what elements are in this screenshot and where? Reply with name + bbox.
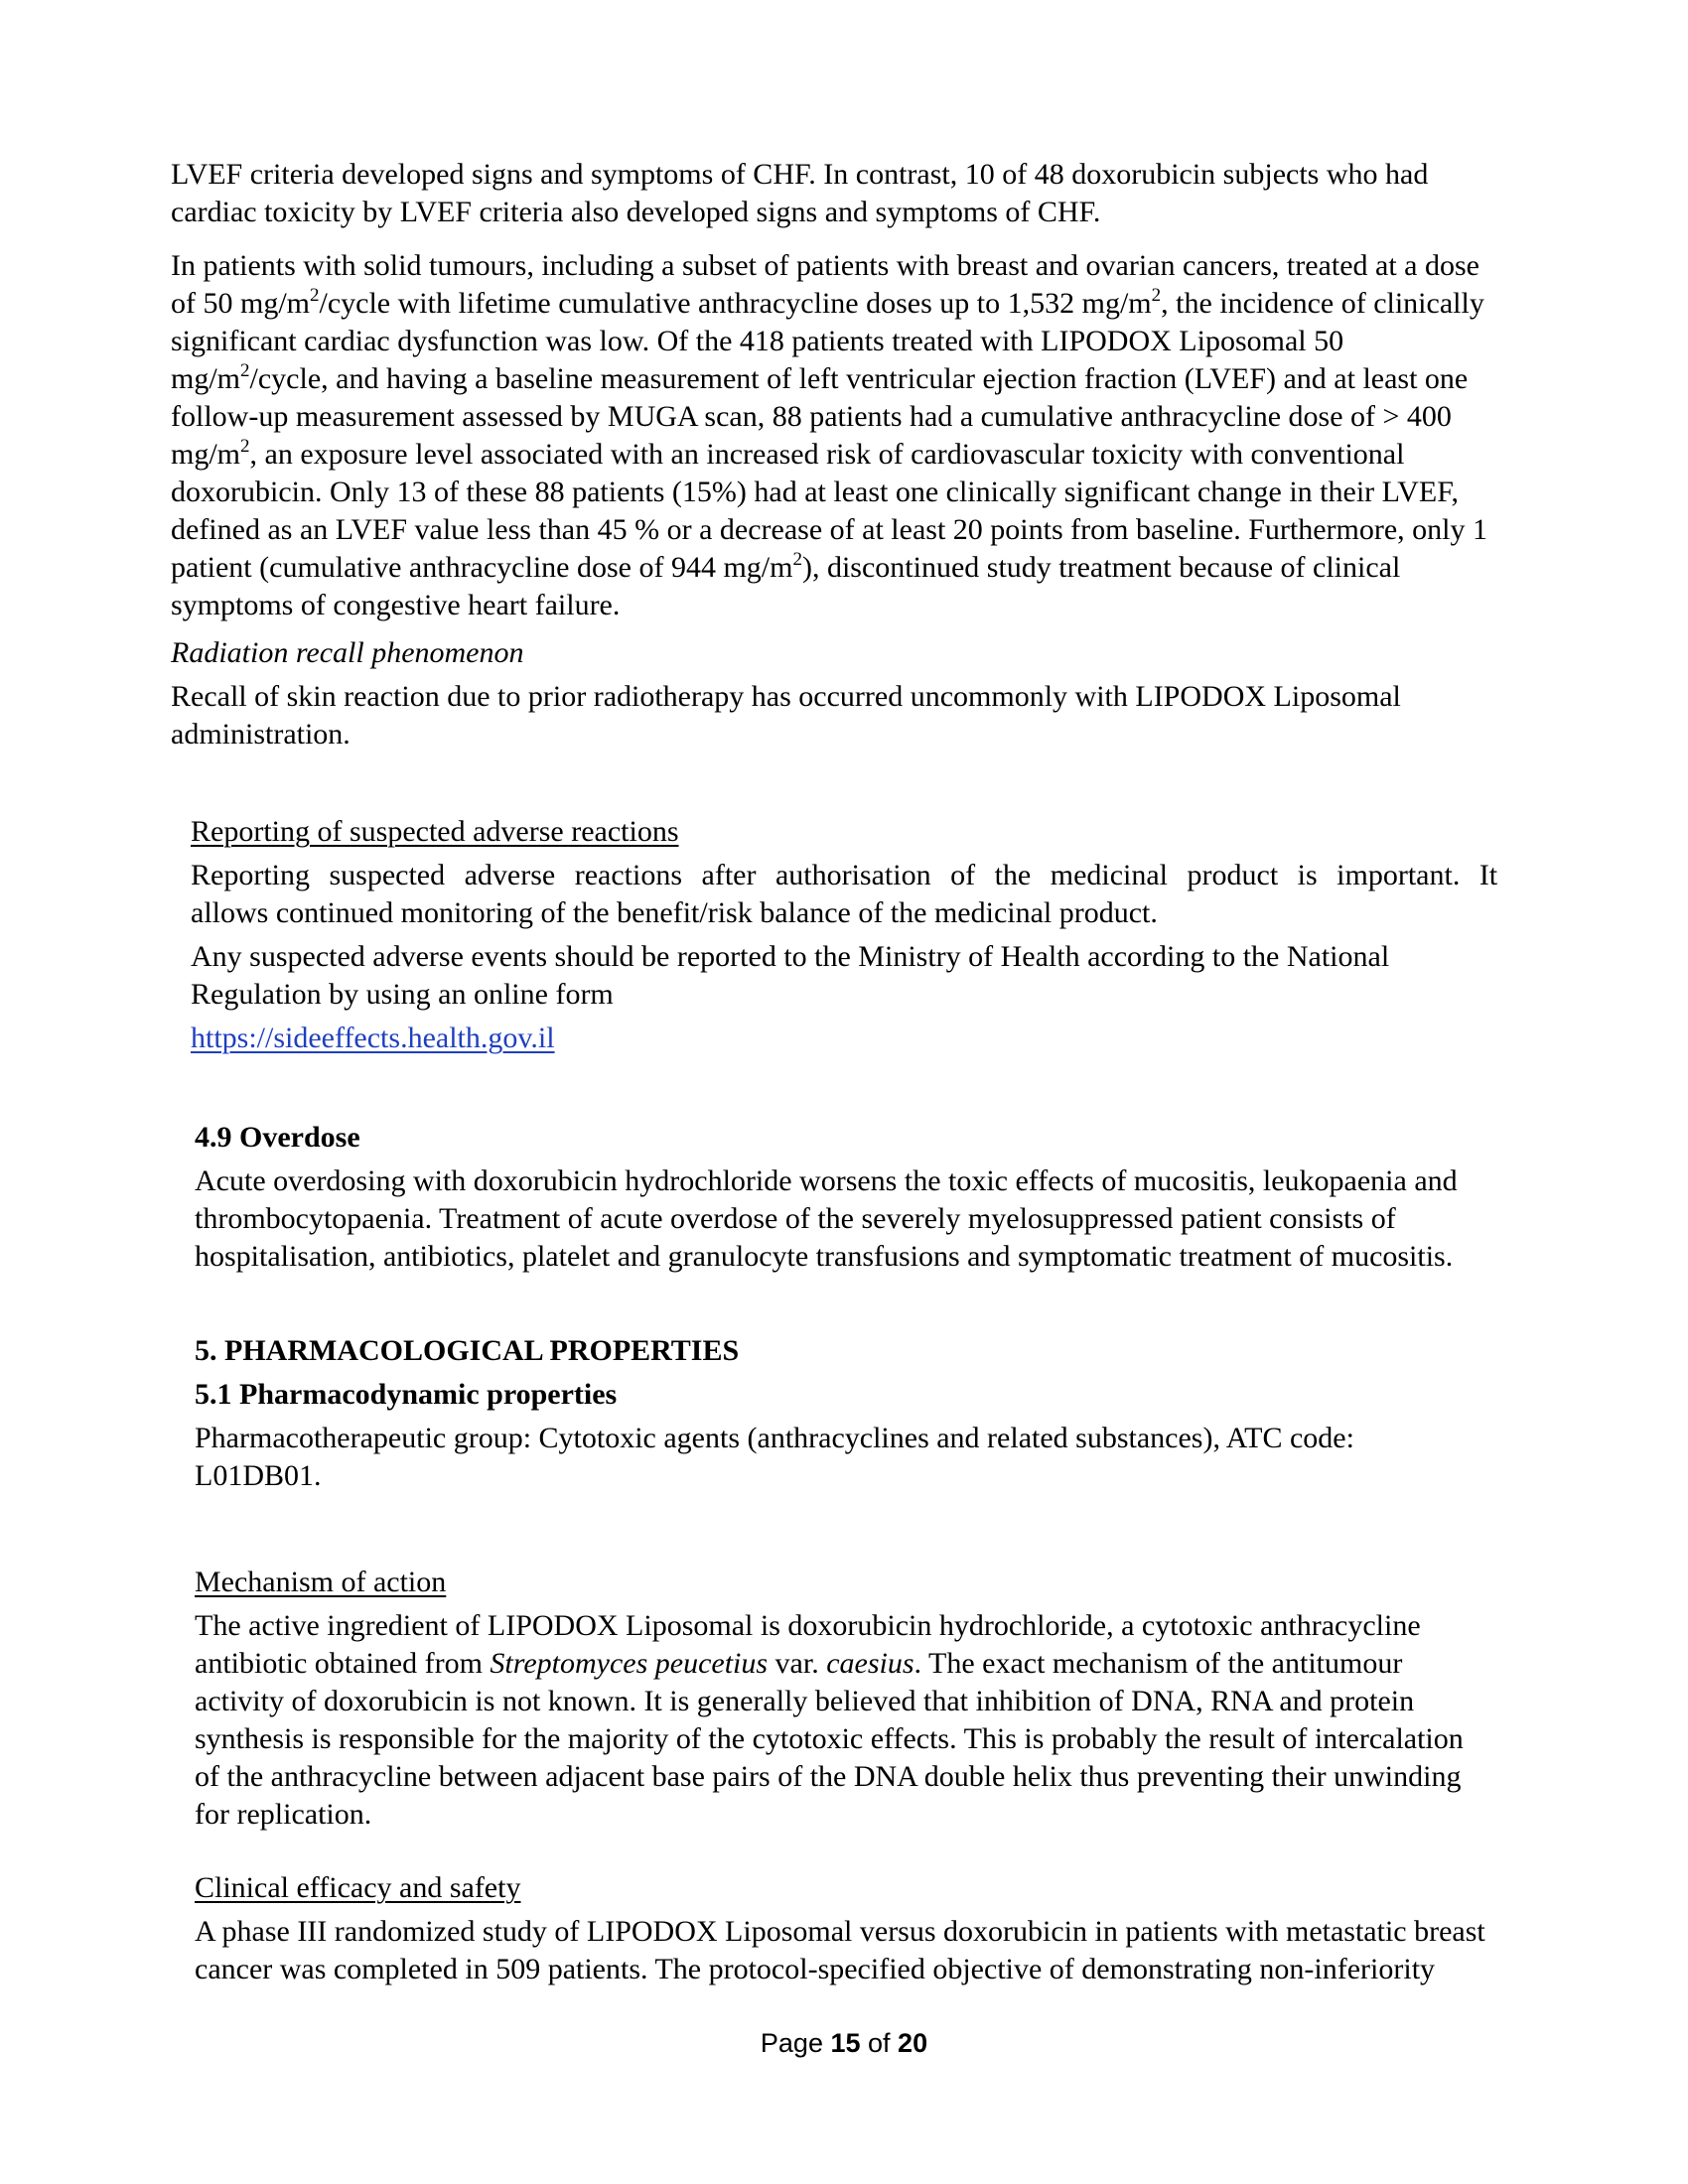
overdose-section xyxy=(195,1119,1624,1276)
text-line xyxy=(171,549,1620,587)
text-line: cardiac toxicity by LVEF criteria also developed signs and symptoms of CHF. xyxy=(171,196,1101,228)
page-of-label: of xyxy=(860,2028,899,2058)
cardiac-carryover-paragraph xyxy=(171,156,1561,231)
section-heading: 4.9 Overdose xyxy=(195,1121,360,1154)
text-fragment: var. xyxy=(768,1647,827,1680)
text-fragment: mg/m xyxy=(171,362,241,395)
text-line: of the anthracycline between adjacent base pairs of the DNA double helix thus preventing their unwinding xyxy=(195,1760,1462,1793)
superscript: 2 xyxy=(240,436,250,457)
text-line: In patients with solid tumours, including a subset of patients with breast and ovarian cancers, treated at a dose xyxy=(171,249,1479,282)
pharmacological-section xyxy=(195,1332,1624,1495)
section-subheading: Clinical efficacy and safety xyxy=(195,1871,521,1904)
text-line: allows continued monitoring of the benefit/risk balance of the medicinal product. xyxy=(191,896,1158,929)
text-fragment: antibiotic obtained from xyxy=(195,1647,491,1680)
text-line: thrombocytopaenia. Treatment of acute overdose of the severely myelosuppressed patient consists of xyxy=(195,1202,1396,1235)
text-line xyxy=(171,436,1620,474)
text-line: Any suspected adverse events should be reported to the Ministry of Health according to the National xyxy=(191,940,1390,973)
text-line: LVEF criteria developed signs and symptoms of CHF. In contrast, 10 of 48 doxorubicin subjects who had xyxy=(171,158,1429,191)
text-line: significant cardiac dysfunction was low. Of the 418 patients treated with LIPODOX Liposomal 50 xyxy=(171,325,1344,357)
text-line: Reporting suspected adverse reactions after authorisation of the medicinal product is important. It xyxy=(191,859,1498,891)
text-fragment: of 50 mg/m xyxy=(171,287,310,320)
text-line: Regulation by using an online form xyxy=(191,978,614,1011)
superscript: 2 xyxy=(792,549,802,570)
text-line: doxorubicin. Only 13 of these 88 patients (15%) had at least one clinically significant change in their LVEF, xyxy=(171,476,1460,508)
text-fragment: , the incidence of clinically xyxy=(1161,287,1484,320)
text-fragment: ), discontinued study treatment because of clinical xyxy=(801,551,1401,584)
species-name: Streptomyces peucetius xyxy=(490,1647,769,1680)
text-line: Pharmacotherapeutic group: Cytotoxic agents (anthracyclines and related substances), ATC code: xyxy=(195,1422,1354,1454)
superscript: 2 xyxy=(1151,285,1162,306)
current-page-number: 15 xyxy=(830,2028,861,2058)
mechanism-section xyxy=(195,1564,1624,1834)
text-fragment: /cycle with lifetime cumulative anthracycline doses up to 1,532 mg/m xyxy=(319,287,1152,320)
superscript: 2 xyxy=(310,285,320,306)
text-line: hospitalisation, antibiotics, platelet and granulocyte transfusions and symptomatic treatment of mucositis. xyxy=(195,1240,1454,1273)
side-effects-link[interactable]: https://sideeffects.health.gov.il xyxy=(191,1022,555,1054)
text-fragment: , an exposure level associated with an increased risk of cardiovascular toxicity with conventional xyxy=(249,438,1405,471)
variety-name: caesius xyxy=(826,1647,914,1680)
page-footer xyxy=(0,2025,1688,2061)
text-line xyxy=(171,360,1620,398)
text-line: L01DB01. xyxy=(195,1459,322,1492)
text-line: The active ingredient of LIPODOX Liposomal is doxorubicin hydrochloride, a cytotoxic anthracycline xyxy=(195,1609,1421,1642)
total-pages-number: 20 xyxy=(898,2028,928,2058)
section-subheading: 5.1 Pharmacodynamic properties xyxy=(195,1378,618,1411)
text-line: activity of doxorubicin is not known. It is generally believed that inhibition of DNA, RNA and protein xyxy=(195,1685,1415,1717)
text-line: A phase III randomized study of LIPODOX Liposomal versus doxorubicin in patients with metastatic breast xyxy=(195,1915,1485,1948)
text-line: defined as an LVEF value less than 45 % or a decrease of at least 20 points from baseline. Furthermore, only 1 xyxy=(171,513,1488,546)
text-line: symptoms of congestive heart failure. xyxy=(171,589,621,621)
superscript: 2 xyxy=(240,360,250,381)
text-line: for replication. xyxy=(195,1798,372,1831)
text-fragment: patient (cumulative anthracycline dose of 944 mg/m xyxy=(171,551,793,584)
text-line: follow-up measurement assessed by MUGA scan, 88 patients had a cumulative anthracycline dose of > 400 xyxy=(171,400,1452,433)
text-fragment: mg/m xyxy=(171,438,241,471)
section-heading: 5. PHARMACOLOGICAL PROPERTIES xyxy=(195,1334,740,1367)
reporting-section xyxy=(191,813,1561,1057)
section-subheading: Mechanism of action xyxy=(195,1566,447,1598)
radiation-recall-section xyxy=(171,634,1561,753)
clinical-section xyxy=(195,1869,1644,1988)
text-line xyxy=(195,1645,1624,1683)
text-fragment: /cycle, and having a baseline measurement of left ventricular ejection fraction (LVEF) and at least one xyxy=(249,362,1469,395)
text-line: Recall of skin reaction due to prior radiotherapy has occurred uncommonly with LIPODOX Liposomal xyxy=(171,680,1401,713)
text-line: Acute overdosing with doxorubicin hydrochloride worsens the toxic effects of mucositis, leukopaenia and xyxy=(195,1164,1458,1197)
text-line: cancer was completed in 509 patients. The protocol-specified objective of demonstrating non-inferiority xyxy=(195,1953,1436,1985)
text-fragment: . The exact mechanism of the antitumour xyxy=(914,1647,1403,1680)
section-subheading: Reporting of suspected adverse reactions xyxy=(191,815,679,848)
solid-tumours-paragraph xyxy=(171,247,1620,624)
section-subheading: Radiation recall phenomenon xyxy=(171,636,524,669)
text-line: synthesis is responsible for the majority of the cytotoxic effects. This is probably the result of intercalation xyxy=(195,1722,1464,1755)
text-line xyxy=(171,285,1620,323)
page-label: Page xyxy=(760,2028,831,2058)
text-line: administration. xyxy=(171,718,351,751)
